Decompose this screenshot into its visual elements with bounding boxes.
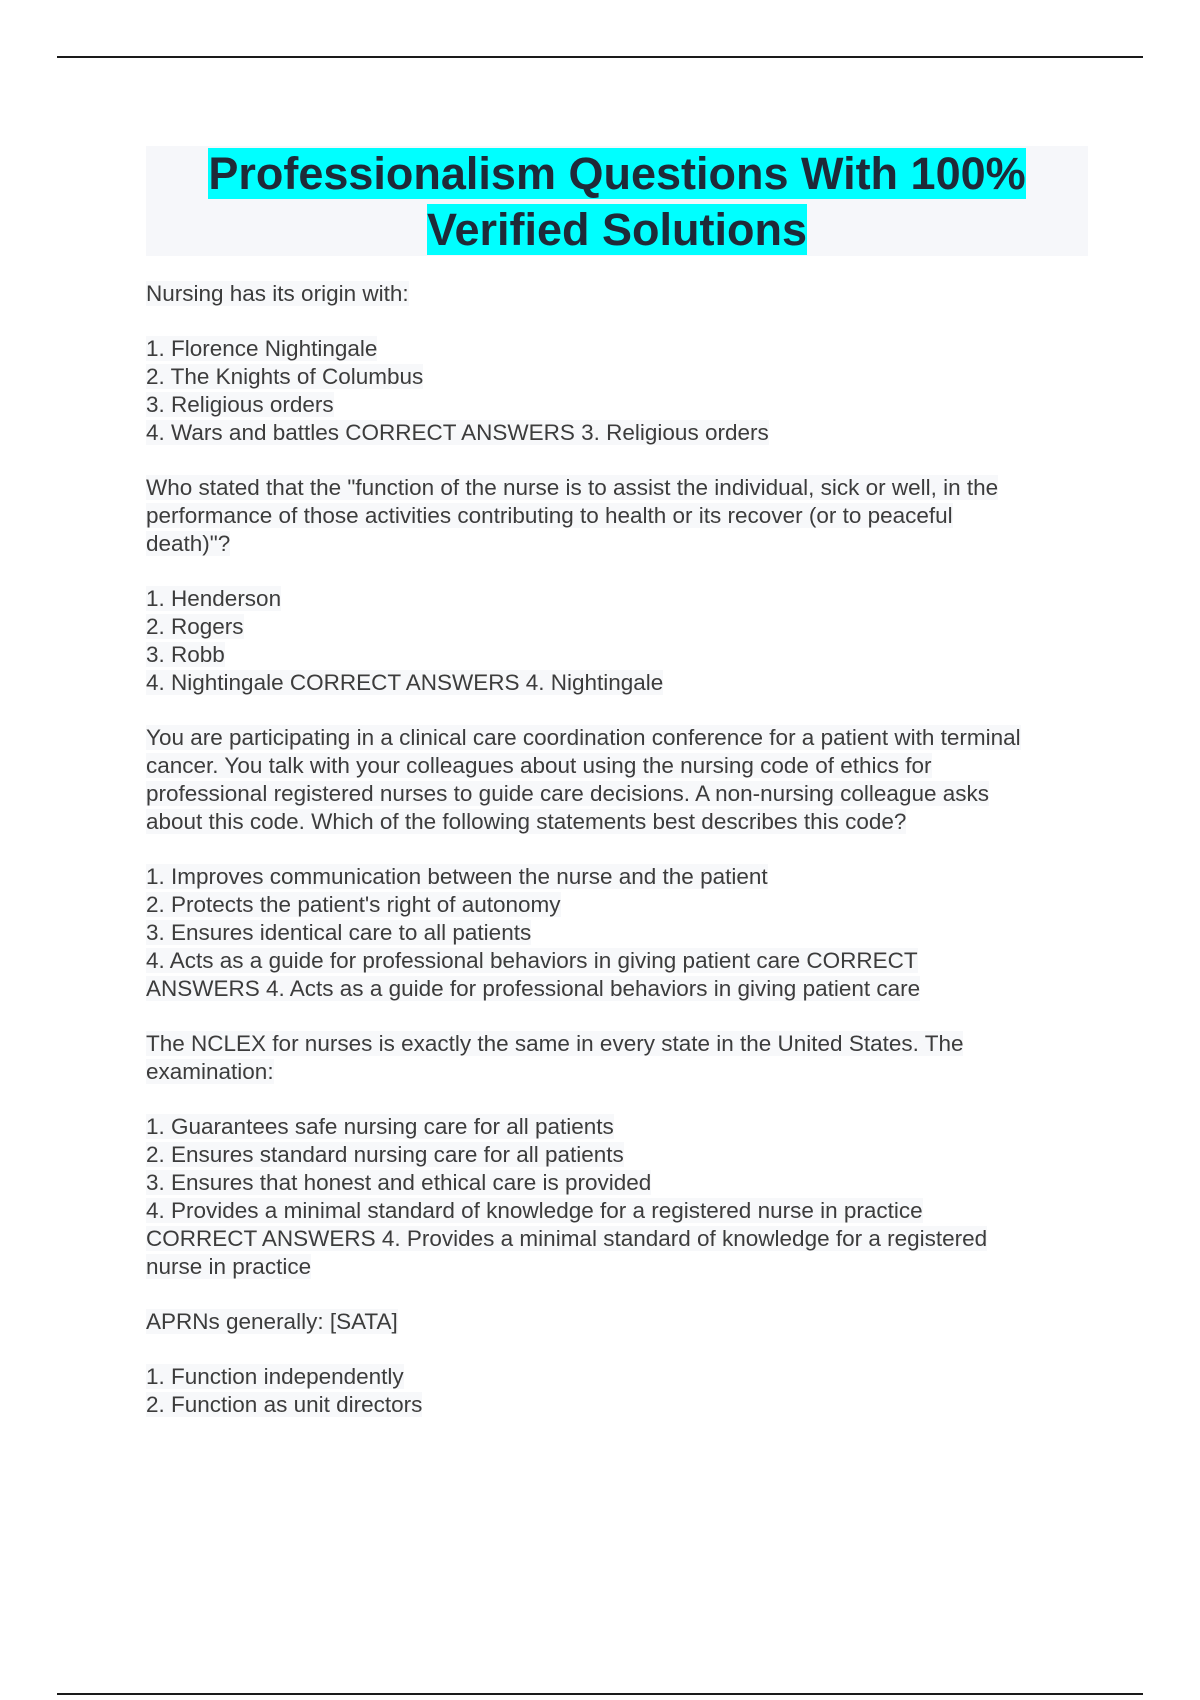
answer-option: 3. Religious orders <box>146 392 334 417</box>
document-body <box>146 280 1096 1419</box>
answer-option: 4. Acts as a guide for professional behaviors in giving patient care CORRECT <box>146 948 918 973</box>
question-stem: about this code. Which of the following statements best describes this code? <box>146 809 907 834</box>
answer-option: CORRECT ANSWERS 4. Provides a minimal standard of knowledge for a registered <box>146 1226 988 1251</box>
question-stem: The NCLEX for nurses is exactly the same in every state in the United States. The <box>146 1031 964 1056</box>
question-1 <box>146 280 1096 447</box>
question-stem: Nursing has its origin with: <box>146 281 409 306</box>
question-2 <box>146 474 1096 697</box>
answer-option: 4. Provides a minimal standard of knowledge for a registered nurse in practice <box>146 1198 923 1223</box>
answer-option: 2. Ensures standard nursing care for all patients <box>146 1142 624 1167</box>
answer-option: 4. Wars and battles CORRECT ANSWERS 3. Religious orders <box>146 420 769 445</box>
answer-option: 3. Robb <box>146 642 225 667</box>
answer-option: 4. Nightingale CORRECT ANSWERS 4. Nightingale <box>146 670 664 695</box>
answer-option: 2. The Knights of Columbus <box>146 364 424 389</box>
answer-option: 3. Ensures that honest and ethical care is provided <box>146 1170 652 1195</box>
answer-option: 1. Guarantees safe nursing care for all patients <box>146 1114 614 1139</box>
answer-option: 3. Ensures identical care to all patients <box>146 920 532 945</box>
question-5 <box>146 1308 1096 1419</box>
top-rule <box>57 56 1143 58</box>
answer-option: nurse in practice <box>146 1254 312 1279</box>
answer-option: 2. Protects the patient's right of autonomy <box>146 892 561 917</box>
question-stem: Who stated that the "function of the nurse is to assist the individual, sick or well, in the <box>146 475 999 500</box>
question-stem: examination: <box>146 1059 274 1084</box>
question-stem: cancer. You talk with your colleagues about using the nursing code of ethics for <box>146 753 932 778</box>
answer-option: 2. Function as unit directors <box>146 1392 423 1417</box>
answer-option: 1. Function independently <box>146 1364 404 1389</box>
document-title <box>146 146 1088 256</box>
question-4 <box>146 1030 1096 1281</box>
answer-option: 1. Henderson <box>146 586 282 611</box>
title-line-1: Professionalism Questions With 100% <box>208 148 1026 199</box>
question-3 <box>146 724 1096 1003</box>
question-stem: death)"? <box>146 531 231 556</box>
answer-option: 2. Rogers <box>146 614 244 639</box>
answer-option: 1. Florence Nightingale <box>146 336 378 361</box>
answer-option: ANSWERS 4. Acts as a guide for professional behaviors in giving patient care <box>146 976 921 1001</box>
question-stem: professional registered nurses to guide care decisions. A non-nursing colleague asks <box>146 781 990 806</box>
question-stem: You are participating in a clinical care coordination conference for a patient with terminal <box>146 725 1021 750</box>
title-line-2: Verified Solutions <box>426 204 808 255</box>
question-stem: APRNs generally: [SATA] <box>146 1309 398 1334</box>
question-stem: performance of those activities contributing to health or its recover (or to peaceful <box>146 503 953 528</box>
bottom-rule <box>57 1693 1143 1695</box>
answer-option: 1. Improves communication between the nurse and the patient <box>146 864 768 889</box>
